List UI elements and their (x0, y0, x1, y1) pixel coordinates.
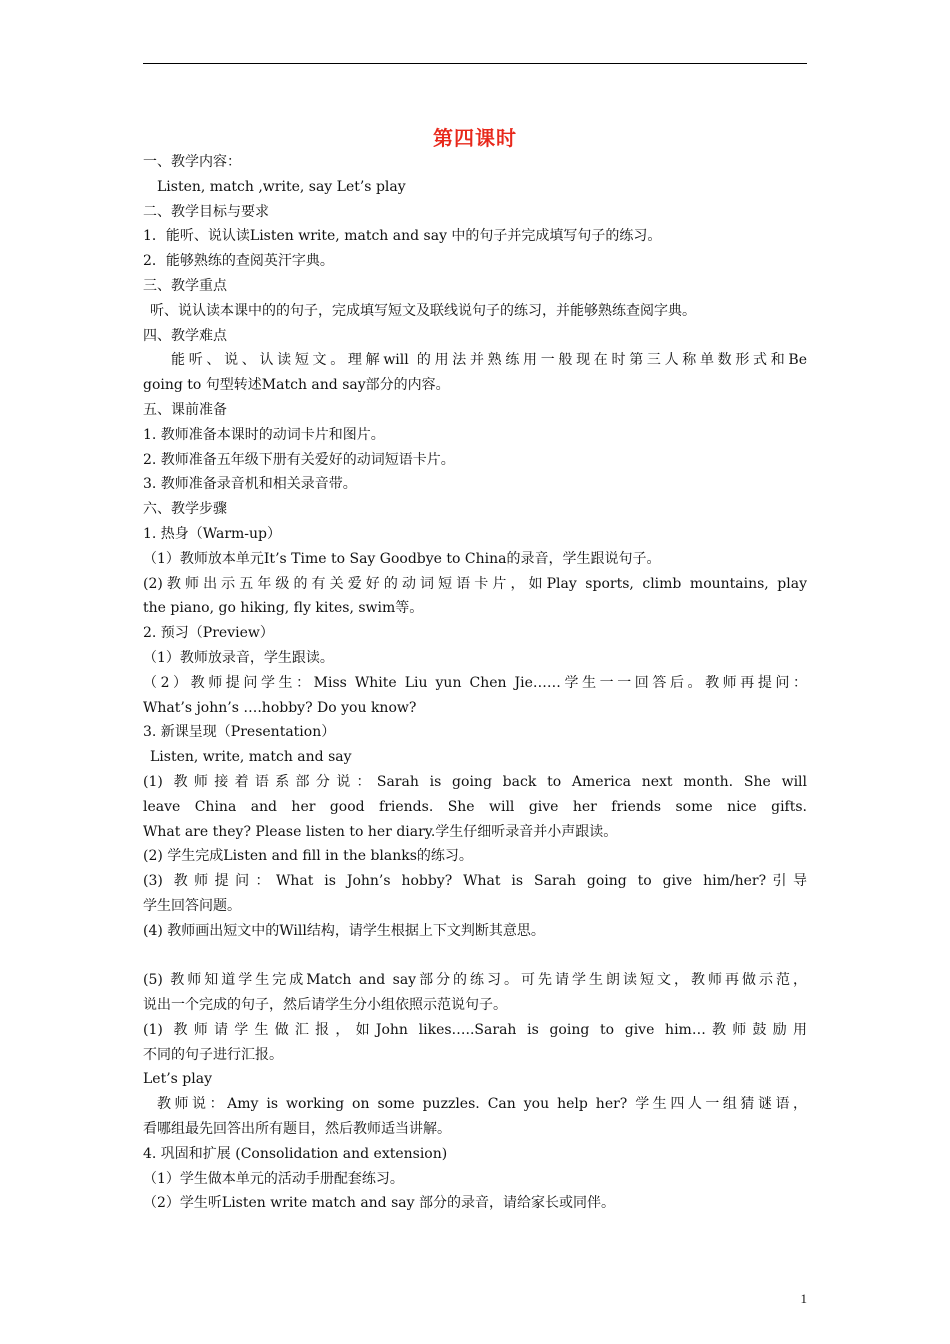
body-line: (3) 教师提问：What is John’s hobby? What is Sarah going to give him/her?引导 (143, 873, 807, 890)
body-line: 2．能够熟练的查阅英汗字典。 (143, 253, 334, 270)
body-line: 1. 教师准备本课时的动词卡片和图片。 (143, 426, 385, 443)
body-line: 2. 教师准备五年级下册有关爱好的动词短语卡片。 (143, 451, 455, 468)
body-line: （2）教师提问学生：Miss White Liu yun Chen Jie……学生一一回答后。教师再提问： (143, 674, 807, 691)
body-line: 学生回答问题。 (143, 897, 241, 914)
body-line: 2. 预习（Preview） (143, 625, 274, 642)
body-line: 一、教学内容： (143, 154, 241, 170)
body-line: （1）教师放本单元It’s Time to Say Goodbye to China的录音，学生跟说句子。 (143, 550, 661, 567)
body-line: （2）学生听Listen write match and say 部分的录音，请给家长或同伴。 (143, 1195, 615, 1212)
body-line: Listen, match ,write, say Let’s play (157, 178, 406, 195)
body-line: (5) 教师知道学生完成Match and say部分的练习。可先请学生朗读短文，教师再做示范， (143, 972, 807, 989)
body-line: the piano, go hiking, fly kites, swim等。 (143, 600, 424, 617)
body-line: （1）教师放录音，学生跟读。 (143, 649, 334, 666)
body-line: 四、教学难点 (143, 327, 227, 344)
body-line: 能听、说、认读短文。理解will 的用法并熟练用一般现在时第三人称单数形式和Be (171, 352, 807, 369)
lesson-title: 第四课时 (433, 126, 517, 150)
body-line: 说出一个完成的句子，然后请学生分小组依照示范说句子。 (143, 997, 507, 1014)
body-line: (1) 教师请学生做汇报，如John likes…..Sarah is going to give him…教师鼓励用 (143, 1021, 807, 1038)
body-line: 1．能听、说认读Listen write, match and say 中的句子并完成填写句子的练习。 (143, 228, 662, 245)
body-line: 4. 巩固和扩展 (Consolidation and extension) (143, 1145, 448, 1162)
body-line: (1) 教师接着语系部分说：Sarah is going back to America next month. She will (143, 773, 807, 790)
page-number: 1 (800, 1291, 807, 1306)
body-line (143, 944, 807, 969)
body-line: 3. 新课呈现（Presentation） (143, 724, 336, 741)
lesson-body (143, 150, 807, 1216)
body-line: 五、课前准备 (143, 401, 227, 418)
body-line: 不同的句子进行汇报。 (143, 1046, 283, 1063)
body-line: 二、教学目标与要求 (143, 203, 269, 220)
body-line: What’s john’s ….hobby? Do you know? (143, 699, 417, 716)
body-line: 1. 热身（Warm-up） (143, 525, 282, 542)
body-line: Listen, write, match and say (150, 749, 352, 766)
body-line: 三、教学重点 (143, 277, 227, 294)
body-line: leave China and her good friends. She will give her friends some nice gifts. (143, 798, 807, 815)
body-line: 教师说：Amy is working on some puzzles. Can you help her? 学生四人一组猜谜语， (157, 1096, 807, 1113)
body-line: What are they? Please listen to her diary.学生仔细听录音并小声跟读。 (143, 823, 618, 840)
body-line: (2) 学生完成Listen and fill in the blanks的练习。 (143, 848, 473, 865)
body-line: 听、说认读本课中的的句子，完成填写短文及联线说句子的练习，并能够熟练查阅字典。 (150, 302, 696, 319)
body-line: 3. 教师准备录音机和相关录音带。 (143, 476, 357, 493)
body-line: (4) 教师画出短文中的Will结构，请学生根据上下文判断其意思。 (143, 922, 545, 939)
body-line: (2)教师出示五年级的有关爱好的动词短语卡片，如Play sports, climb mountains, play (143, 575, 807, 592)
body-line: Let’s play (143, 1071, 212, 1088)
body-line: going to 句型转述Match and say部分的内容。 (143, 377, 450, 394)
body-line: 看哪组最先回答出所有题目，然后教师适当讲解。 (143, 1121, 451, 1138)
body-line: 六、教学步骤 (143, 501, 227, 518)
header-rule (143, 63, 807, 64)
body-line: （1）学生做本单元的活动手册配套练习。 (143, 1170, 404, 1187)
